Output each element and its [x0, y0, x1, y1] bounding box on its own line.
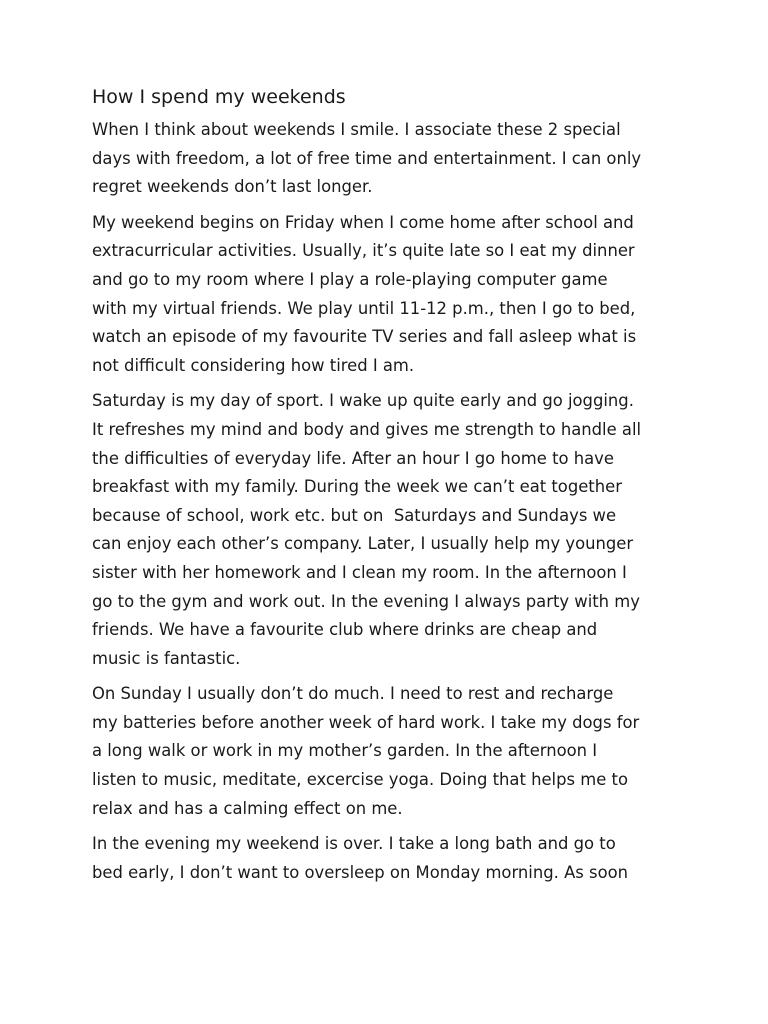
text-line: because of school, work etc. but on Saturdays and Sundays we — [92, 505, 617, 525]
text-line: go to the gym and work out. In the evening I always party with my — [92, 591, 640, 611]
paragraph-evening — [92, 830, 682, 887]
text-line: regret weekends don’t last longer. — [92, 177, 373, 197]
text-line: In the evening my weekend is over. I take a long bath and go to — [92, 834, 616, 854]
text-line: can enjoy each other’s company. Later, I usually help my younger — [92, 534, 634, 554]
text-line: breakfast with my family. During the week we can’t eat together — [92, 477, 622, 497]
text-line: and go to my room where I play a role-playing computer game — [92, 269, 608, 289]
text-line: a long walk or work in my mother’s garden. In the afternoon I — [92, 741, 598, 761]
text-line: My weekend begins on Friday when I come home after school and — [92, 212, 634, 232]
text-line: watch an episode of my favourite TV series and fall asleep what is — [92, 327, 637, 347]
paragraph-intro — [92, 116, 682, 202]
document-title: How I spend my weekends — [92, 86, 346, 108]
text-line: extracurricular activities. Usually, it’s quite late so I eat my dinner — [92, 241, 635, 261]
text-line: relax and has a calming effect on me. — [92, 798, 403, 818]
paragraph-sunday — [92, 680, 682, 823]
text-line: friends. We have a favourite club where drinks are cheap and — [92, 620, 598, 640]
text-line: days with freedom, a lot of free time and entertainment. I can only — [92, 148, 642, 168]
text-line: bed early, I don’t want to oversleep on Monday morning. As soon — [92, 862, 629, 882]
text-line: When I think about weekends I smile. I associate these 2 special — [92, 120, 621, 139]
text-line: music is fantastic. — [92, 648, 241, 668]
text-line: with my virtual friends. We play until 11-12 p.m., then I go to bed, — [92, 298, 636, 318]
text-line: listen to music, meditate, excercise yoga. Doing that helps me to — [92, 770, 628, 790]
paragraph-saturday — [92, 387, 682, 673]
text-line: sister with her homework and I clean my room. In the afternoon I — [92, 562, 627, 582]
text-line: It refreshes my mind and body and gives me strength to handle all — [92, 419, 642, 439]
text-line: On Sunday I usually don’t do much. I need to rest and recharge — [92, 684, 614, 704]
document-body — [92, 84, 682, 894]
text-line: the difficulties of everyday life. After an hour I go home to have — [92, 448, 614, 468]
text-line: Saturday is my day of sport. I wake up quite early and go jogging. — [92, 391, 634, 411]
text-line: my batteries before another week of hard work. I take my dogs for — [92, 712, 640, 732]
text-line: not difficult considering how tired I am. — [92, 355, 415, 375]
paragraph-friday — [92, 209, 682, 381]
